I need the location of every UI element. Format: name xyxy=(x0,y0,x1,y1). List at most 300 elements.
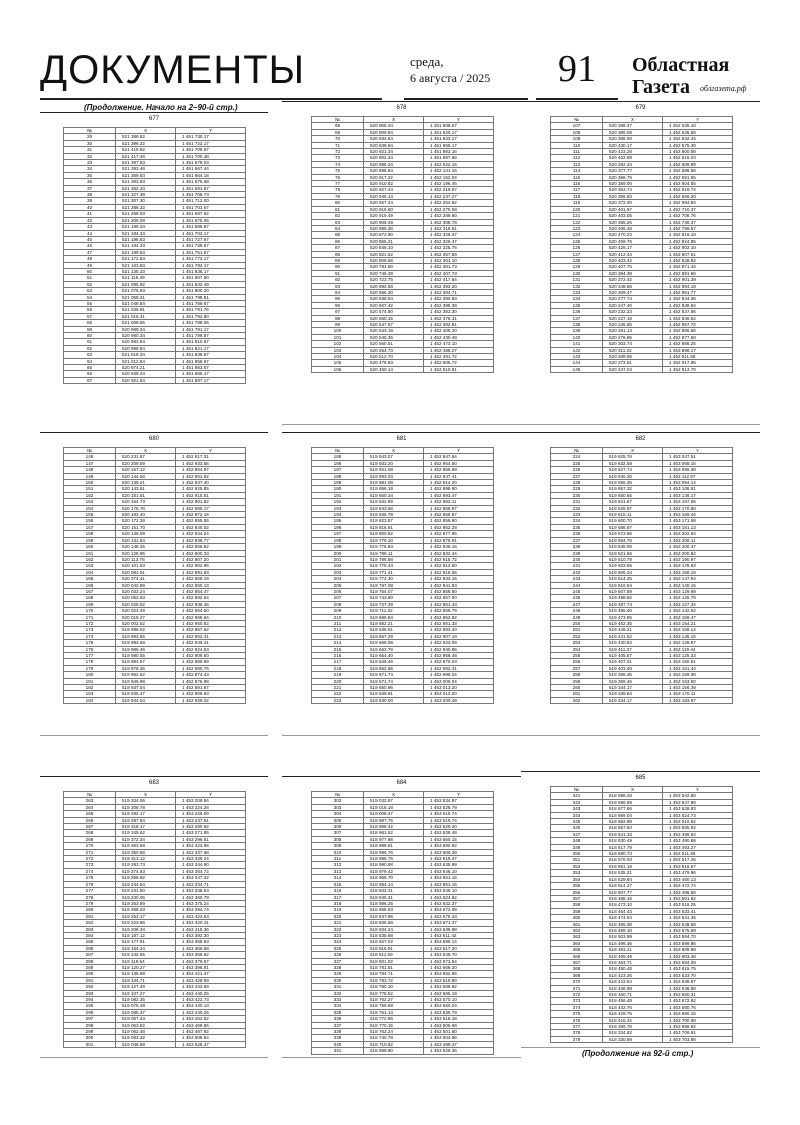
cell-x: 521 048.84 xyxy=(116,300,176,306)
cell-y: 1 453 534.87 xyxy=(424,798,494,804)
cell-x: 520 377.77 xyxy=(603,168,663,174)
cell-y: 1 453 519.74 xyxy=(424,811,494,817)
cell-x: 520 407.75 xyxy=(603,264,663,270)
cell-n: 289 xyxy=(64,964,116,970)
cell-n: 300 xyxy=(64,1035,116,1041)
cell-n: 188 xyxy=(312,473,364,479)
cell-y: 1 452 383.30 xyxy=(424,309,494,315)
cell-y: 1 453 652.95 xyxy=(424,971,494,977)
cell-y: 1 453 200.82 xyxy=(663,550,733,556)
cell-y: 1 453 599.14 xyxy=(424,939,494,945)
cell-y: 1 453 538.48 xyxy=(424,830,494,836)
cell-n: 128 xyxy=(551,257,603,263)
table-row xyxy=(312,697,494,703)
cell-y: 1 453 430.13 xyxy=(176,1003,246,1009)
cell-y: 1 453 649.70 xyxy=(424,952,494,958)
cell-x: 521 018.34 xyxy=(116,352,176,358)
cell-y: 1 453 498.62 xyxy=(663,831,733,837)
cell-x: 519 682.21 xyxy=(364,620,424,626)
cell-y: 1 453 396.91 xyxy=(176,964,246,970)
cell-x: 520 543.18 xyxy=(364,328,424,334)
cell-x: 520 980.34 xyxy=(116,333,176,339)
cell-y: 1 452 877.58 xyxy=(663,334,733,340)
cell-x: 518 784.71 xyxy=(364,971,424,977)
cell-y: 1 452 837.86 xyxy=(663,309,733,315)
cell-y: 1 452 390.83 xyxy=(424,296,494,302)
cell-n: 306 xyxy=(312,824,364,830)
cell-y: 1 452 376.31 xyxy=(424,315,494,321)
cell-x: 519 119.54 xyxy=(116,958,176,964)
cell-n: 80 xyxy=(312,200,364,206)
cell-x: 518 334.82 xyxy=(603,1030,663,1036)
cell-x: 520 276.65 xyxy=(603,334,663,340)
cell-x: 520 113.78 xyxy=(116,556,176,562)
cell-y: 1 452 319.61 xyxy=(424,225,494,231)
cell-n: 187 xyxy=(312,467,364,473)
cell-n: 212 xyxy=(312,627,364,633)
cell-x: 518 996.76 xyxy=(364,849,424,855)
cell-x: 520 081.01 xyxy=(116,569,176,575)
cell-y: 1 452 608.89 xyxy=(663,161,733,167)
cell-x: 518 847.96 xyxy=(364,913,424,919)
cell-n: 152 xyxy=(64,492,116,498)
cell-y: 1 453 125.79 xyxy=(663,595,733,601)
cell-x: 520 023.49 xyxy=(116,608,176,614)
cell-y: 1 451 832.49 xyxy=(176,281,246,287)
cell-x: 521 288.32 xyxy=(116,204,176,210)
cell-n: 230 xyxy=(551,492,603,498)
cell-y: 1 452 956.08 xyxy=(424,467,494,473)
cell-x: 520 231.87 xyxy=(116,454,176,460)
cell-x: 521 199.33 xyxy=(116,224,176,230)
cell-y: 1 452 535.58 xyxy=(663,129,733,135)
cell-n: 165 xyxy=(64,576,116,582)
cell-y: 1 451 788.06 xyxy=(176,320,246,326)
cell-y: 1 452 886.25 xyxy=(663,341,733,347)
cell-y: 1 453 296.51 xyxy=(176,836,246,842)
cell-x: 520 916.60 xyxy=(364,206,424,212)
cell-y: 1 451 792.80 xyxy=(176,313,246,319)
cell-x: 518 886.25 xyxy=(364,900,424,906)
cell-y: 1 452 917.95 xyxy=(663,360,733,366)
cell-y: 1 452 588.66 xyxy=(663,168,733,174)
cell-x: 521 018.41 xyxy=(116,313,176,319)
cell-n: 278 xyxy=(64,894,116,900)
cell-x: 519 660.96 xyxy=(364,685,424,691)
cell-y: 1 452 838.94 xyxy=(663,302,733,308)
cell-x: 520 692.58 xyxy=(364,283,424,289)
cell-y: 1 452 929.22 xyxy=(176,697,246,703)
cell-y: 1 453 428.69 xyxy=(176,977,246,983)
cell-x: 520 607.42 xyxy=(364,302,424,308)
cell-y: 1 452 957.62 xyxy=(176,627,246,633)
cell-n: 53 xyxy=(64,288,116,294)
cell-y: 1 452 880.75 xyxy=(176,665,246,671)
cell-x: 520 998.84 xyxy=(116,345,176,351)
cell-y: 1 452 818.72 xyxy=(424,556,494,562)
cell-n: 199 xyxy=(312,544,364,550)
cell-y: 1 453 501.80 xyxy=(424,1029,494,1035)
cell-y: 1 451 858.67 xyxy=(176,358,246,364)
cell-x: 519 823.57 xyxy=(364,518,424,524)
cell-y: 1 453 225.00 xyxy=(176,811,246,817)
cell-n: 372 xyxy=(551,992,603,998)
cell-x: 519 786.58 xyxy=(364,556,424,562)
cell-y: 1 452 868.97 xyxy=(424,505,494,511)
cell-n: 189 xyxy=(312,480,364,486)
cell-x: 521 352.33 xyxy=(116,185,176,191)
cell-x: 519 018.18 xyxy=(364,804,424,810)
cell-x: 518 488.16 xyxy=(603,895,663,901)
cell-n: 320 xyxy=(312,913,364,919)
cell-n: 266 xyxy=(64,817,116,823)
cell-n: 355 xyxy=(551,883,603,889)
cell-x: 519 253.89 xyxy=(116,900,176,906)
cell-x: 521 095.92 xyxy=(116,281,176,287)
cell-y: 1 453 112.67 xyxy=(663,473,733,479)
cell-y: 1 453 170.11 xyxy=(663,691,733,697)
cell-n: 374 xyxy=(551,1004,603,1010)
cell-n: 112 xyxy=(551,155,603,161)
cell-y: 1 453 632.37 xyxy=(424,900,494,906)
cell-n: 74 xyxy=(312,161,364,167)
cell-y: 1 452 591.55 xyxy=(663,174,733,180)
cell-n: 329 xyxy=(312,971,364,977)
cell-x: 520 896.34 xyxy=(364,161,424,167)
cell-n: 233 xyxy=(551,512,603,518)
cell-n: 58 xyxy=(64,320,116,326)
cell-n: 161 xyxy=(64,550,116,556)
column-header-y: Y xyxy=(176,792,246,798)
cell-x: 521 184.33 xyxy=(116,243,176,249)
cell-y: 1 452 872.16 xyxy=(176,512,246,518)
cell-n: 118 xyxy=(551,193,603,199)
cell-x: 519 369.45 xyxy=(603,678,663,684)
cell-y: 1 453 415.36 xyxy=(176,926,246,932)
cell-x: 520 545.35 xyxy=(364,334,424,340)
cell-x: 519 223.66 xyxy=(116,920,176,926)
cell-x: 518 677.66 xyxy=(603,806,663,812)
cell-y: 1 452 909.50 xyxy=(176,653,246,659)
cell-y: 1 452 900.33 xyxy=(176,550,246,556)
cell-n: 328 xyxy=(312,964,364,970)
cell-y: 1 452 951.62 xyxy=(176,473,246,479)
cell-x: 521 417.48 xyxy=(116,153,176,159)
cell-n: 353 xyxy=(551,870,603,876)
cell-x: 519 134.71 xyxy=(116,977,176,983)
cell-y: 1 452 385.38 xyxy=(424,302,494,308)
coordinate-table xyxy=(311,447,494,704)
cell-x: 520 845.10 xyxy=(364,245,424,251)
cell-y: 1 452 917.31 xyxy=(176,454,246,460)
cell-y: 1 453 570.10 xyxy=(424,997,494,1003)
cell-y: 1 451 712.00 xyxy=(176,198,246,204)
cell-n: 263 xyxy=(64,798,116,804)
cell-x: 520 101.53 xyxy=(116,563,176,569)
cell-x: 520 143.61 xyxy=(116,486,176,492)
cell-n: 317 xyxy=(312,894,364,900)
column-header-x: X xyxy=(116,128,176,134)
cell-n: 192 xyxy=(312,499,364,505)
cell-n: 194 xyxy=(312,512,364,518)
cell-y: 1 453 541.36 xyxy=(663,915,733,921)
cell-y: 1 453 516.57 xyxy=(663,863,733,869)
cell-y: 1 453 009.04 xyxy=(424,678,494,684)
cell-y: 1 453 129.69 xyxy=(663,588,733,594)
cell-n: 173 xyxy=(64,627,116,633)
newspaper-site: облгазета.рф xyxy=(700,84,747,93)
cell-x: 520 749.39 xyxy=(364,270,424,276)
cell-n: 30 xyxy=(64,140,116,146)
cell-y: 1 452 857.00 xyxy=(424,595,494,601)
cell-n: 214 xyxy=(312,640,364,646)
coordinate-table xyxy=(550,447,733,704)
cell-x: 519 057.43 xyxy=(116,1016,176,1022)
cell-n: 344 xyxy=(551,812,603,818)
cell-x: 518 423.26 xyxy=(603,972,663,978)
cell-n: 259 xyxy=(551,678,603,684)
column-header-y: Y xyxy=(663,787,733,793)
cell-n: 94 xyxy=(312,289,364,295)
cell-y: 1 453 638.87 xyxy=(663,979,733,985)
cell-y: 1 452 882.64 xyxy=(176,595,246,601)
cell-x: 520 921.84 xyxy=(116,377,176,383)
cell-y: 1 451 678.03 xyxy=(176,160,246,166)
cell-y: 1 452 846.16 xyxy=(424,544,494,550)
cell-n: 116 xyxy=(551,181,603,187)
cell-x: 519 487.74 xyxy=(603,601,663,607)
panel-number: 682 xyxy=(635,436,646,442)
cell-n: 236 xyxy=(551,531,603,537)
cell-x: 519 650.65 xyxy=(603,492,663,498)
cell-x: 520 723.75 xyxy=(364,277,424,283)
cell-x: 519 136.88 xyxy=(116,971,176,977)
cell-x: 519 075.48 xyxy=(116,1003,176,1009)
cell-x: 520 656.30 xyxy=(364,289,424,295)
cell-y: 1 453 200.47 xyxy=(663,544,733,550)
cell-x: 519 646.46 xyxy=(364,659,424,665)
cell-n: 186 xyxy=(312,460,364,466)
cell-y: 1 452 876.98 xyxy=(176,678,246,684)
cell-n: 229 xyxy=(551,486,603,492)
cell-n: 318 xyxy=(312,900,364,906)
cell-x: 519 776.83 xyxy=(364,544,424,550)
coordinate-panel xyxy=(282,101,521,425)
cell-y: 1 451 886.17 xyxy=(176,371,246,377)
cell-x: 519 789.11 xyxy=(364,550,424,556)
cell-n: 71 xyxy=(312,142,364,148)
cell-x: 519 696.84 xyxy=(364,614,424,620)
cell-x: 519 485.40 xyxy=(603,608,663,614)
cell-y: 1 452 600.58 xyxy=(663,149,733,155)
cell-x: 520 927.44 xyxy=(364,200,424,206)
cell-x: 520 053.83 xyxy=(116,595,176,601)
cell-x: 518 990.98 xyxy=(364,862,424,868)
cell-x: 519 177.91 xyxy=(116,939,176,945)
cell-x: 518 996.76 xyxy=(364,856,424,862)
cell-x: 518 696.28 xyxy=(603,793,663,799)
cell-x: 519 521.66 xyxy=(603,550,663,556)
cell-y: 1 453 493.27 xyxy=(663,844,733,850)
cell-x: 518 436.98 xyxy=(603,985,663,991)
cell-n: 296 xyxy=(64,1009,116,1015)
cell-n: 282 xyxy=(64,920,116,926)
cell-x: 519 132.55 xyxy=(116,952,176,958)
cell-x: 520 934.84 xyxy=(364,136,424,142)
cell-n: 341 xyxy=(312,1048,364,1054)
cell-n: 87 xyxy=(312,245,364,251)
cell-n: 181 xyxy=(64,678,116,684)
column-header-y: Y xyxy=(424,448,494,454)
cell-x: 518 474.54 xyxy=(603,915,663,921)
cell-x: 518 834.24 xyxy=(364,926,424,932)
cell-n: 175 xyxy=(64,640,116,646)
cell-n: 182 xyxy=(64,685,116,691)
cell-y: 1 451 997.66 xyxy=(424,155,494,161)
cell-n: 41 xyxy=(64,211,116,217)
cell-y: 1 453 422.73 xyxy=(176,997,246,1003)
coordinate-table xyxy=(311,791,494,1055)
cell-y: 1 452 382.81 xyxy=(424,322,494,328)
cell-y: 1 451 966.17 xyxy=(424,142,494,148)
cell-x: 518 657.84 xyxy=(603,825,663,831)
cell-y: 1 451 751.67 xyxy=(176,249,246,255)
cell-n: 69 xyxy=(312,129,364,135)
coordinate-panel xyxy=(521,771,760,1048)
cell-x: 518 943.31 xyxy=(364,888,424,894)
cell-x: 519 767.08 xyxy=(364,582,424,588)
cell-x: 518 816.91 xyxy=(364,945,424,951)
cell-n: 243 xyxy=(551,576,603,582)
cell-n: 291 xyxy=(64,977,116,983)
cell-n: 91 xyxy=(312,270,364,276)
cell-n: 162 xyxy=(64,556,116,562)
cell-y: 1 453 169.44 xyxy=(663,512,733,518)
cell-y: 1 452 889.69 xyxy=(176,659,246,665)
cell-x: 520 033.24 xyxy=(116,588,176,594)
cell-x: 520 906.49 xyxy=(364,219,424,225)
cell-x: 518 514.27 xyxy=(603,883,663,889)
cell-n: 130 xyxy=(551,270,603,276)
cell-y: 1 453 127.34 xyxy=(663,601,733,607)
cell-x: 519 318.17 xyxy=(116,824,176,830)
cell-x: 519 842.89 xyxy=(364,499,424,505)
cell-n: 357 xyxy=(551,895,603,901)
cell-x: 520 426.17 xyxy=(603,245,663,251)
cell-y: 1 453 505.69 xyxy=(424,1022,494,1028)
cell-y: 1 452 850.13 xyxy=(176,582,246,588)
cell-y: 1 452 894.19 xyxy=(663,283,733,289)
cell-n: 171 xyxy=(64,614,116,620)
cell-n: 200 xyxy=(312,550,364,556)
cell-y: 1 453 421.47 xyxy=(176,971,246,977)
cell-x: 520 232.23 xyxy=(603,309,663,315)
cell-n: 219 xyxy=(312,672,364,678)
cell-y: 1 453 585.19 xyxy=(424,990,494,996)
cell-y: 1 452 937.40 xyxy=(176,480,246,486)
column-header-y: Y xyxy=(663,117,733,123)
cell-y: 1 453 673.54 xyxy=(424,958,494,964)
cell-y: 1 453 528.37 xyxy=(176,1041,246,1047)
cell-y: 1 453 472.74 xyxy=(663,883,733,889)
cell-y: 1 453 068.16 xyxy=(663,460,733,466)
cell-n: 193 xyxy=(312,505,364,511)
cell-n: 43 xyxy=(64,224,116,230)
cell-n: 106 xyxy=(312,366,364,372)
cell-y: 1 453 599.86 xyxy=(663,940,733,946)
cell-x: 520 909.84 xyxy=(364,129,424,135)
cell-y: 1 452 857.72 xyxy=(663,322,733,328)
cell-y: 1 453 528.83 xyxy=(663,806,733,812)
cell-y: 1 453 140.15 xyxy=(663,582,733,588)
cell-x: 520 128.95 xyxy=(116,550,176,556)
cell-n: 142 xyxy=(551,347,603,353)
cell-x: 520 074.41 xyxy=(116,576,176,582)
cell-x: 519 334.06 xyxy=(116,798,176,804)
cell-n: 369 xyxy=(551,972,603,978)
cell-y: 1 452 966.64 xyxy=(176,614,246,620)
cell-y: 1 451 908.67 xyxy=(424,123,494,129)
cell-x: 519 008.37 xyxy=(364,811,424,817)
cell-y: 1 452 852.82 xyxy=(424,614,494,620)
cell-n: 197 xyxy=(312,531,364,537)
cell-n: 107 xyxy=(551,123,603,129)
cell-x: 519 065.37 xyxy=(116,1009,176,1015)
cell-x: 520 002.52 xyxy=(116,620,176,626)
cell-y: 1 453 669.20 xyxy=(424,964,494,970)
cell-n: 61 xyxy=(64,339,116,345)
cell-n: 160 xyxy=(64,544,116,550)
cell-y: 1 453 181.13 xyxy=(663,524,733,530)
cell-x: 518 535.21 xyxy=(603,870,663,876)
cell-y: 1 452 906.83 xyxy=(176,691,246,697)
cell-x: 518 965.70 xyxy=(364,875,424,881)
cell-n: 45 xyxy=(64,236,116,242)
cell-n: 163 xyxy=(64,563,116,569)
cell-x: 519 944.04 xyxy=(116,697,176,703)
cell-y: 1 452 858.50 xyxy=(424,588,494,594)
cell-x: 520 423.28 xyxy=(603,149,663,155)
cell-y: 1 451 897.17 xyxy=(176,377,246,383)
cell-n: 227 xyxy=(551,473,603,479)
cell-n: 293 xyxy=(64,990,116,996)
cell-n: 39 xyxy=(64,198,116,204)
cell-y: 1 453 336.24 xyxy=(176,856,246,862)
coordinate-panel xyxy=(282,432,521,736)
cell-x: 518 442.76 xyxy=(603,1004,663,1010)
cell-n: 366 xyxy=(551,953,603,959)
cell-y: 1 452 883.11 xyxy=(424,499,494,505)
cell-x: 521 076.93 xyxy=(116,288,176,294)
cell-n: 350 xyxy=(551,851,603,857)
cell-y: 1 453 690.15 xyxy=(663,1011,733,1017)
cell-y: 1 453 480.13 xyxy=(663,876,733,882)
cell-n: 378 xyxy=(551,1030,603,1036)
cell-y: 1 451 739.67 xyxy=(176,243,246,249)
cell-x: 518 590.73 xyxy=(603,851,663,857)
cell-x: 518 450.71 xyxy=(603,992,663,998)
cell-x: 518 463.71 xyxy=(603,959,663,965)
cell-n: 286 xyxy=(64,945,116,951)
cell-y: 1 453 271.95 xyxy=(176,830,246,836)
column-header-x: X xyxy=(603,117,663,123)
cell-y: 1 453 452.52 xyxy=(176,1016,246,1022)
column-header-n: № xyxy=(64,792,116,798)
cell-n: 143 xyxy=(551,354,603,360)
cell-y: 1 452 925.85 xyxy=(176,486,246,492)
cell-n: 265 xyxy=(64,811,116,817)
cell-x: 518 763.24 xyxy=(364,1029,424,1035)
